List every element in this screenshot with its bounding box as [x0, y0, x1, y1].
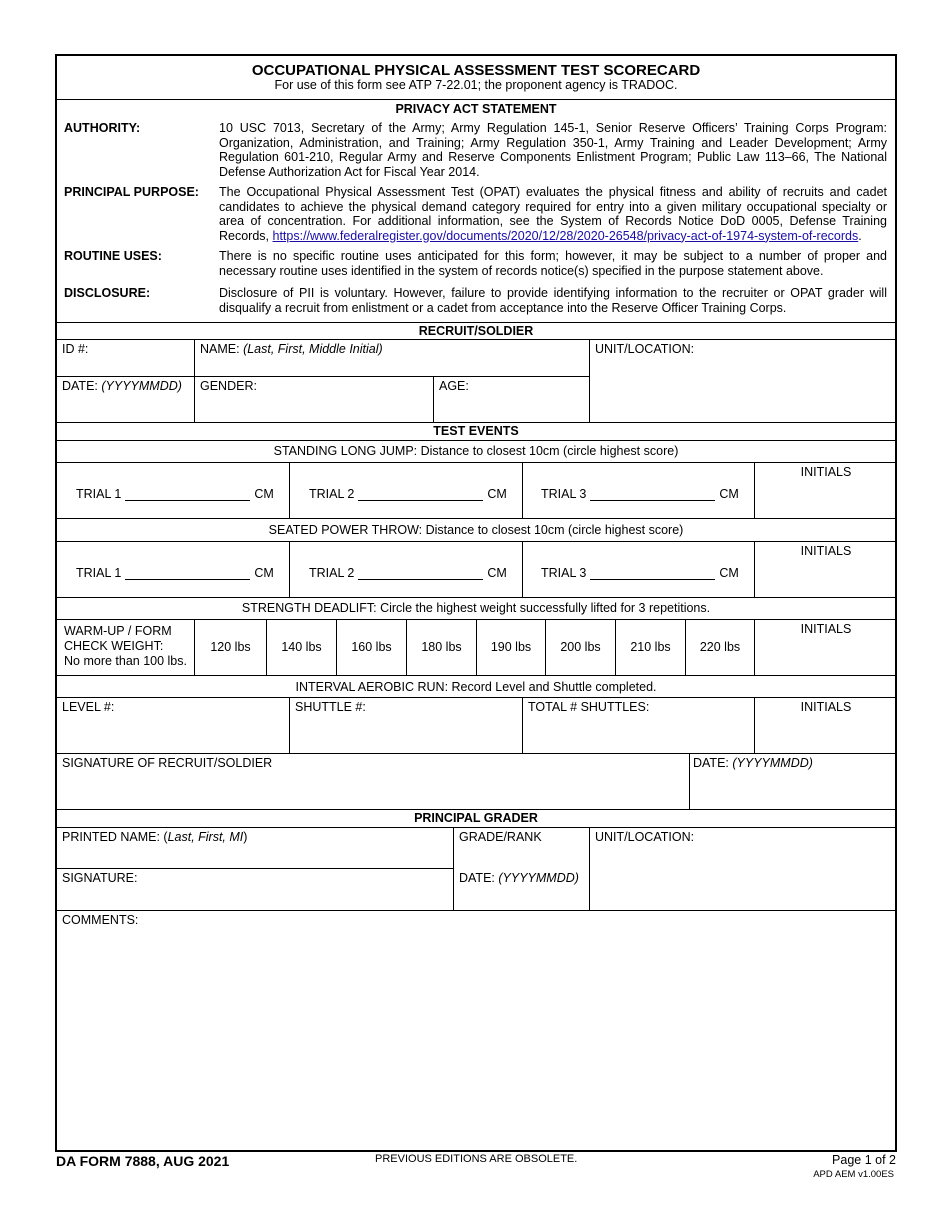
- divider: [57, 597, 895, 598]
- divider: [194, 339, 195, 422]
- divider: [589, 827, 590, 910]
- throw-trial-2[interactable]: [309, 566, 507, 580]
- page-number: Page 1 of 2: [832, 1153, 896, 1167]
- weight-option[interactable]: 120 lbs: [210, 640, 251, 654]
- divider: [57, 541, 895, 542]
- trial-label: TRIAL 2: [309, 566, 355, 580]
- weight-option[interactable]: 140 lbs: [281, 640, 322, 654]
- gender-field[interactable]: GENDER:: [200, 379, 257, 393]
- weight-option[interactable]: 210 lbs: [630, 640, 671, 654]
- recruit-signature-date[interactable]: [693, 756, 813, 770]
- divider: [57, 339, 895, 340]
- unit-label: CM: [719, 566, 739, 580]
- weight-option[interactable]: 220 lbs: [699, 640, 741, 654]
- blank-line: [358, 566, 483, 580]
- age-field[interactable]: AGE:: [439, 379, 469, 393]
- weight-option[interactable]: 160 lbs: [351, 640, 392, 654]
- date-hint: (YYYYMMDD): [101, 379, 182, 393]
- date-label: DATE:: [62, 379, 102, 393]
- divider: [289, 697, 290, 753]
- throw-trial-1[interactable]: [76, 566, 274, 580]
- routine-label: ROUTINE USES:: [64, 249, 162, 263]
- federal-register-link[interactable]: https://www.federalregister.gov/documents/2020/12/28/2020-26548/privacy-act-of-1974-system-of-records: [272, 228, 859, 243]
- weight-option[interactable]: 190 lbs: [490, 640, 532, 654]
- blank-line: [358, 487, 483, 501]
- throw-heading: SEATED POWER THROW: Distance to closest 10cm (circle highest score): [268, 523, 684, 537]
- trial-label: TRIAL 1: [76, 566, 122, 580]
- grader-grade-rank-field[interactable]: GRADE/RANK: [459, 830, 542, 844]
- trial-label: TRIAL 1: [76, 487, 122, 501]
- divider: [522, 541, 523, 597]
- divider: [57, 422, 895, 423]
- run-heading: INTERVAL AEROBIC RUN: Record Level and Shuttle completed.: [295, 680, 657, 694]
- jump-trial-2[interactable]: [309, 487, 507, 501]
- name-hint: (Last, First, Middle Initial): [243, 342, 383, 356]
- throw-trial-3[interactable]: [541, 566, 739, 580]
- divider: [522, 697, 523, 753]
- date-label: DATE:: [459, 871, 499, 885]
- divider: [57, 868, 454, 869]
- total-shuttles-field[interactable]: TOTAL # SHUTTLES:: [528, 700, 650, 714]
- shuttle-field[interactable]: SHUTTLE #:: [295, 700, 366, 714]
- divider: [57, 697, 895, 698]
- printed-close: ): [243, 830, 248, 844]
- divider: [57, 809, 895, 810]
- date-label: DATE:: [693, 756, 733, 770]
- comments-field[interactable]: COMMENTS:: [62, 913, 139, 927]
- test-events-heading: TEST EVENTS: [433, 424, 519, 438]
- divider: [289, 541, 290, 597]
- disclosure-text: Disclosure of PII is voluntary. However, failure to provide identifying information to the recruiter or OPAT grader will disqualify a recruit from enlistment or a cadet from acceptance into the Reserve Officer Training Corps.: [219, 286, 887, 315]
- disclosure-label: DISCLOSURE:: [64, 286, 151, 300]
- trial-label: TRIAL 3: [541, 487, 587, 501]
- weight-option[interactable]: 180 lbs: [421, 640, 462, 654]
- privacy-heading: PRIVACY ACT STATEMENT: [395, 102, 557, 116]
- divider: [57, 462, 895, 463]
- unit-label: CM: [254, 566, 274, 580]
- divider: [57, 827, 895, 828]
- jump-heading: STANDING LONG JUMP: Distance to closest 10cm (circle highest score): [273, 444, 679, 458]
- obsolete-notice: PREVIOUS EDITIONS ARE OBSOLETE.: [375, 1153, 578, 1165]
- divider: [289, 462, 290, 518]
- jump-trial-1[interactable]: [76, 487, 274, 501]
- version: APD AEM v1.00ES: [813, 1169, 894, 1180]
- warmup-line: No more than 100 lbs.: [64, 654, 187, 668]
- weight-option[interactable]: 200 lbs: [560, 640, 601, 654]
- blank-line: [125, 487, 250, 501]
- warmup-line: WARM-UP / FORM: [64, 624, 172, 638]
- grader-date-field[interactable]: [459, 871, 579, 885]
- unit-label: CM: [719, 487, 739, 501]
- warmup-line: CHECK WEIGHT:: [64, 639, 164, 653]
- date-hint: (YYYYMMDD): [732, 756, 813, 770]
- warmup-label: [64, 624, 187, 669]
- form-title: OCCUPATIONAL PHYSICAL ASSESSMENT TEST SCORECARD: [251, 62, 701, 79]
- purpose-end: .: [858, 228, 862, 243]
- recruit-heading: RECRUIT/SOLDIER: [418, 324, 534, 338]
- divider: [433, 377, 434, 422]
- grader-printed-name-field[interactable]: [62, 830, 247, 844]
- purpose-body: The Occupational Physical Assessment Test (OPAT) evaluates the physical fitness and ability of recruits and cadet candidates to achieve the physical demand category required for entry into a given military occupational specialty or area of concentration. For additional information, see the System of Records Notice DoD 0005, Defense Training Records,: [219, 185, 887, 243]
- date-field[interactable]: [62, 379, 182, 393]
- purpose-text: [219, 185, 887, 243]
- deadlift-initials[interactable]: INITIALS: [800, 622, 852, 636]
- deadlift-heading: STRENGTH DEADLIFT: Circle the highest weight successfully lifted for 3 repetitions.: [241, 601, 711, 615]
- grader-signature-field[interactable]: SIGNATURE:: [62, 871, 138, 885]
- trial-label: TRIAL 3: [541, 566, 587, 580]
- throw-initials[interactable]: INITIALS: [800, 544, 852, 558]
- jump-initials[interactable]: INITIALS: [800, 465, 852, 479]
- divider: [689, 753, 690, 809]
- divider: [589, 339, 590, 422]
- printed-label: PRINTED NAME: (: [62, 830, 168, 844]
- trial-label: TRIAL 2: [309, 487, 355, 501]
- level-field[interactable]: LEVEL #:: [62, 700, 115, 714]
- divider: [57, 376, 590, 377]
- authority-label: AUTHORITY:: [64, 121, 141, 135]
- unit-label: CM: [487, 487, 507, 501]
- date-hint: (YYYYMMDD): [498, 871, 579, 885]
- name-field[interactable]: [200, 342, 383, 356]
- run-initials[interactable]: INITIALS: [800, 700, 852, 714]
- purpose-label: PRINCIPAL PURPOSE:: [64, 185, 199, 199]
- id-field[interactable]: ID #:: [62, 342, 89, 356]
- blank-line: [125, 566, 250, 580]
- scorecard-form: [55, 54, 897, 1152]
- form-subtitle: For use of this form see ATP 7-22.01; the proponent agency is TRADOC.: [274, 78, 678, 92]
- divider: [57, 99, 895, 100]
- jump-trial-3[interactable]: [541, 487, 739, 501]
- printed-hint: Last, First, MI: [167, 830, 244, 844]
- divider: [522, 462, 523, 518]
- grader-heading: PRINCIPAL GRADER: [414, 811, 538, 825]
- divider: [57, 322, 895, 323]
- divider: [57, 753, 895, 754]
- name-label: NAME:: [200, 342, 244, 356]
- grader-unit-location-field[interactable]: UNIT/LOCATION:: [595, 830, 695, 844]
- blank-line: [590, 566, 715, 580]
- divider: [57, 675, 895, 676]
- unit-label: CM: [487, 566, 507, 580]
- routine-text: There is no specific routine uses anticipated for this form; however, it may be subject to a number of proper and necessary routine uses identified in the system of records notice(s) specified in the purpose statement above.: [219, 249, 887, 278]
- unit-label: CM: [254, 487, 274, 501]
- blank-line: [590, 487, 715, 501]
- divider: [57, 440, 895, 441]
- form-id: DA FORM 7888, AUG 2021: [56, 1153, 230, 1169]
- authority-text: 10 USC 7013, Secretary of the Army; Army Regulation 145-1, Senior Reserve Officers’ Training Corps Program: Organization, Administration, and Training; Army Regulation 350-1, Army Training and Leader Development; Army Regulation 601-210, Regular Army and Reserve Components Enlistment Program; Public Law 113–66, The National Defense Authorization Act for Fiscal Year 2014.: [219, 121, 887, 179]
- divider: [57, 518, 895, 519]
- unit-location-field[interactable]: UNIT/LOCATION:: [595, 342, 695, 356]
- recruit-signature-field[interactable]: SIGNATURE OF RECRUIT/SOLDIER: [62, 756, 273, 770]
- divider: [57, 910, 895, 911]
